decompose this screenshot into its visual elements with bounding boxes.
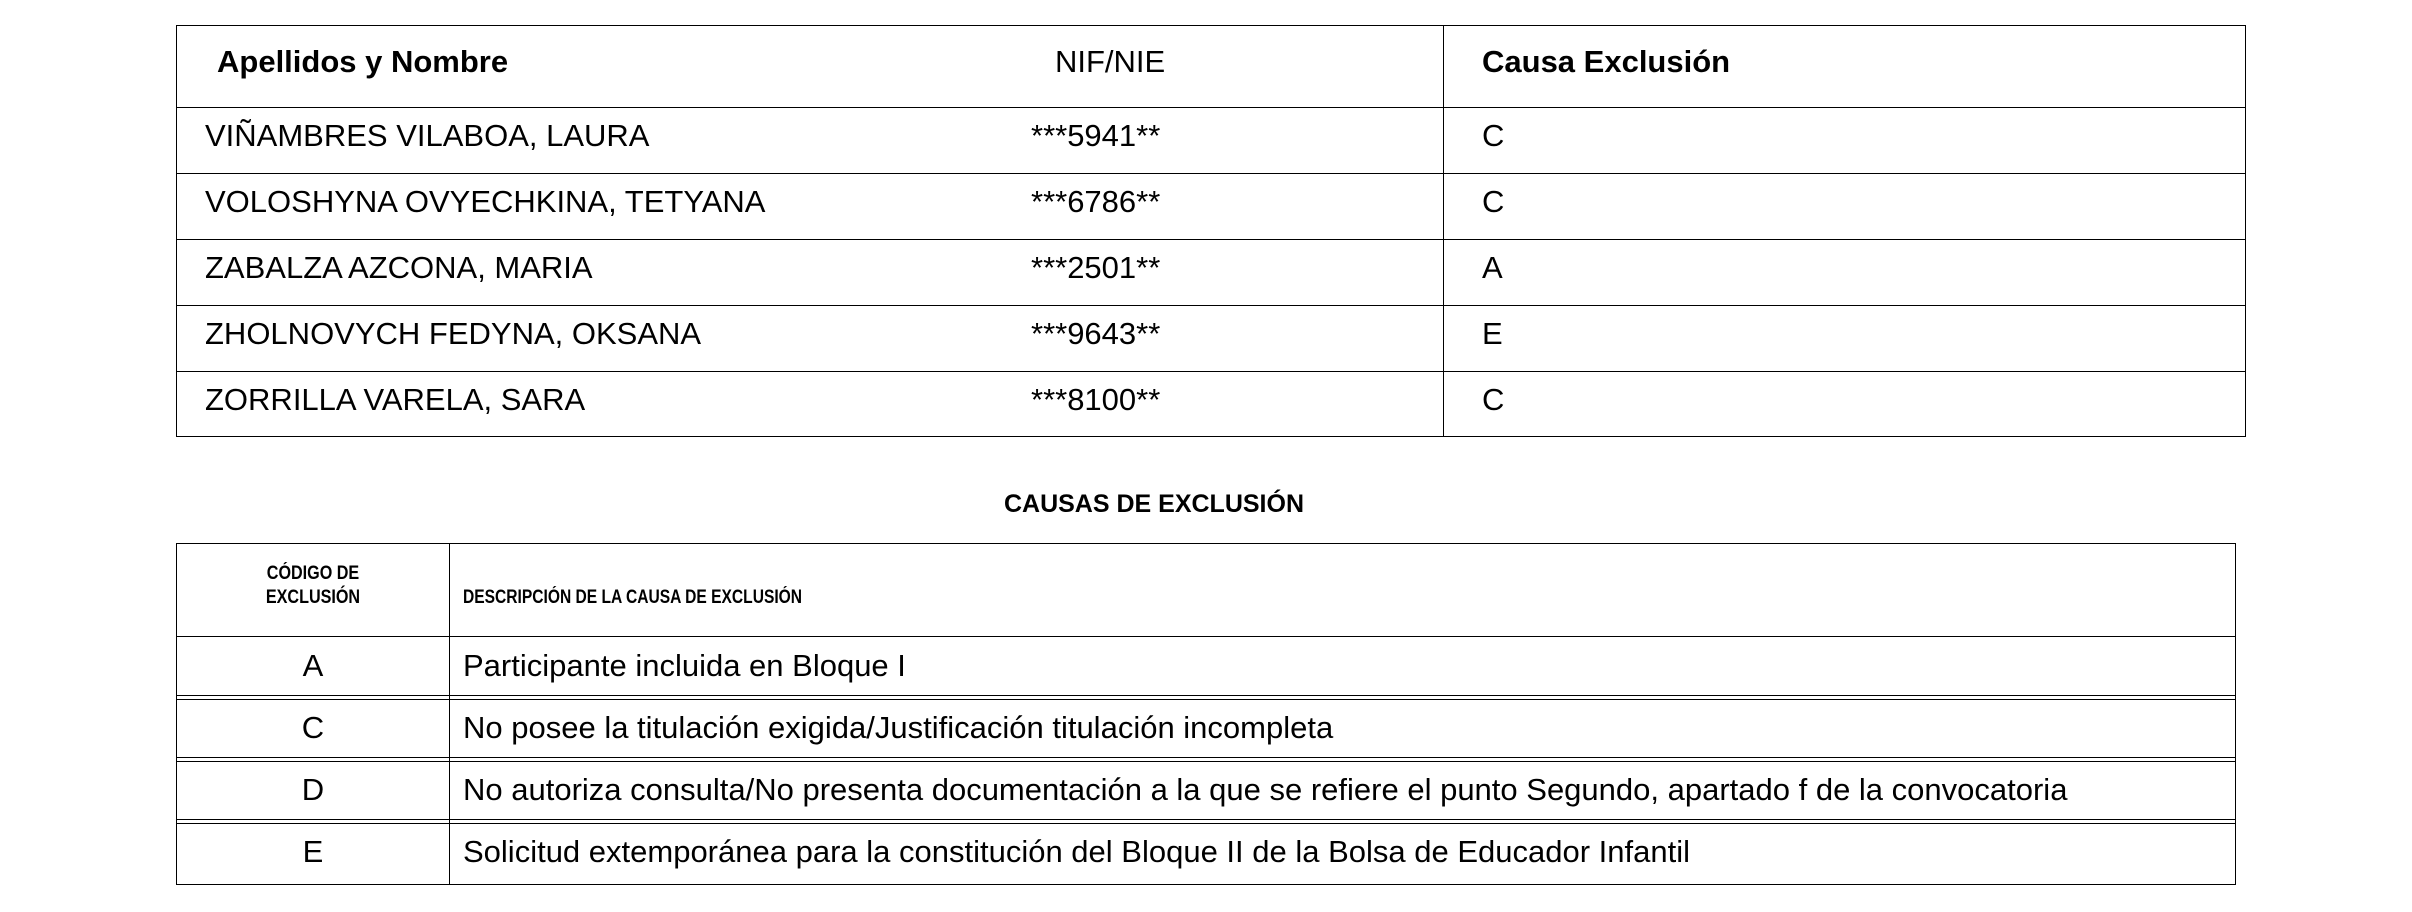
applicant-cause: A — [1482, 250, 1503, 285]
applicant-name: VOLOSHYNA OVYECHKINA, TETYANA — [205, 184, 766, 219]
cause-description: Participante incluida en Bloque I — [463, 648, 906, 683]
applicant-name: ZORRILLA VARELA, SARA — [205, 382, 586, 417]
applicant-cause: E — [1482, 316, 1503, 351]
applicant-name: ZABALZA AZCONA, MARIA — [205, 250, 593, 285]
row-divider — [177, 819, 2235, 824]
cause-code: C — [301, 710, 325, 745]
table-row — [177, 372, 2245, 438]
applicant-nif: ***6786** — [1031, 184, 1161, 219]
table-header-row — [177, 26, 2245, 108]
cause-code: A — [302, 648, 324, 683]
header-code-line1: CÓDIGO DE — [266, 563, 360, 584]
exclusion-causes-table — [176, 543, 2236, 885]
applicant-nif: ***2501** — [1031, 250, 1161, 285]
causes-title-text: CAUSAS DE EXCLUSIÓN — [1003, 490, 1305, 518]
table-row — [177, 240, 2245, 306]
cause-description: Solicitud extemporánea para la constitución del Bloque II de la Bolsa de Educador Infantil — [463, 834, 1690, 869]
applicant-name: VIÑAMBRES VILABOA, LAURA — [205, 118, 650, 153]
applicant-nif: ***5941** — [1031, 118, 1161, 153]
applicant-nif: ***9643** — [1031, 316, 1161, 351]
header-cause: Causa Exclusión — [1482, 44, 1731, 79]
header-nif: NIF/NIE — [1055, 44, 1166, 79]
causes-section-title — [0, 490, 2412, 519]
excluded-applicants-table — [176, 25, 2246, 437]
table-row — [177, 174, 2245, 240]
cause-description: No posee la titulación exigida/Justificación titulación incompleta — [463, 710, 1334, 745]
cause-description: No autoriza consulta/No presenta documentación a la que se refiere el punto Segundo, apartado f de la convocatoria — [463, 772, 2068, 807]
header-code — [197, 562, 428, 610]
column-divider — [449, 544, 450, 884]
cause-code: D — [301, 772, 325, 807]
table-row — [177, 306, 2245, 372]
header-description: DESCRIPCIÓN DE LA CAUSA DE EXCLUSIÓN — [463, 587, 803, 608]
applicant-nif: ***8100** — [1031, 382, 1161, 417]
header-name: Apellidos y Nombre — [217, 44, 509, 79]
applicant-cause: C — [1482, 382, 1505, 417]
table-row — [177, 108, 2245, 174]
header-code-line2: EXCLUSIÓN — [265, 587, 361, 608]
row-divider — [177, 695, 2235, 700]
applicant-cause: C — [1482, 118, 1505, 153]
applicant-name: ZHOLNOVYCH FEDYNA, OKSANA — [205, 316, 702, 351]
applicant-cause: C — [1482, 184, 1505, 219]
row-divider — [177, 757, 2235, 762]
cause-code: E — [302, 834, 324, 869]
row-divider — [177, 636, 2235, 637]
